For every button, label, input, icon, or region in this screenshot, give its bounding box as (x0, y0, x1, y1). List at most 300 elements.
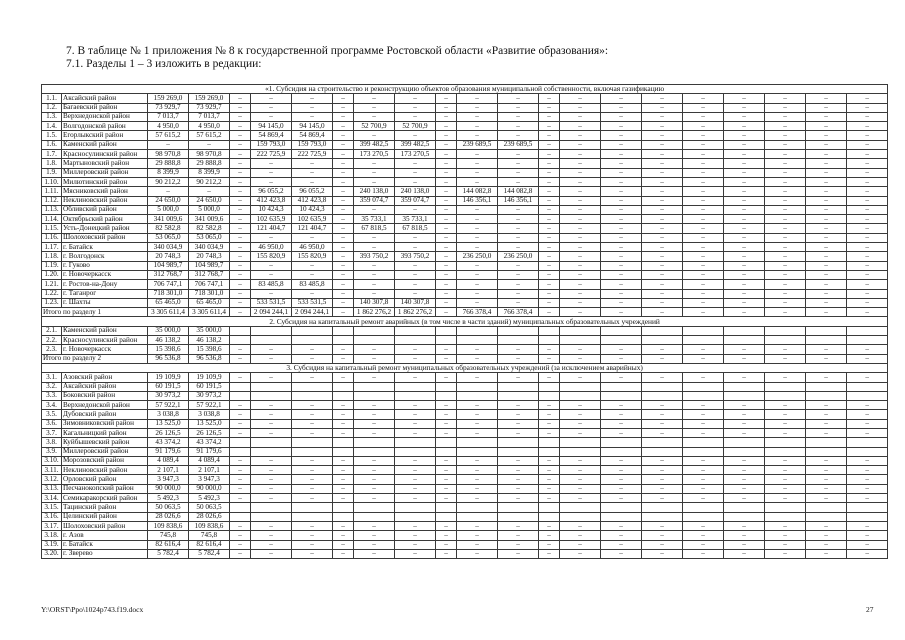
value-cell: 222 725,9 (251, 150, 292, 159)
value-cell: – (498, 159, 539, 168)
municipality-name: Куйбышевский район (62, 438, 148, 447)
value-cell: – (436, 280, 457, 289)
value-cell: – (539, 466, 560, 475)
value-cell: – (724, 280, 765, 289)
value-cell: – (683, 177, 724, 186)
value-cell (847, 512, 888, 521)
row-number: 1.19. (42, 261, 62, 270)
value-cell: – (765, 233, 806, 242)
value-cell (847, 438, 888, 447)
value-cell: – (765, 531, 806, 540)
value-cell: – (601, 280, 642, 289)
value-cell: – (539, 401, 560, 410)
value-cell: – (683, 289, 724, 298)
value-cell: – (457, 215, 498, 224)
value-cell (457, 447, 498, 456)
value-cell: – (847, 484, 888, 493)
value-cell: 104 989,7 (148, 261, 189, 270)
value-cell: – (847, 140, 888, 149)
value-cell: – (847, 521, 888, 530)
value-cell: – (847, 94, 888, 103)
value-cell: – (765, 150, 806, 159)
value-cell: – (354, 103, 395, 112)
value-cell (601, 512, 642, 521)
value-cell: – (847, 252, 888, 261)
value-cell: – (601, 521, 642, 530)
value-cell: – (806, 521, 847, 530)
value-cell: – (601, 112, 642, 121)
value-cell: 341 009,6 (189, 215, 230, 224)
value-cell (333, 447, 354, 456)
value-cell (765, 382, 806, 391)
value-cell: – (683, 233, 724, 242)
table-row (42, 298, 888, 307)
value-cell: – (230, 187, 251, 196)
value-cell: 52 700,9 (354, 122, 395, 131)
value-cell: – (539, 419, 560, 428)
value-cell: – (724, 187, 765, 196)
value-cell: – (560, 531, 601, 540)
value-cell: – (765, 280, 806, 289)
value-cell: – (806, 122, 847, 131)
value-cell: – (230, 521, 251, 530)
municipality-name: Багаевский район (62, 103, 148, 112)
value-cell: – (498, 401, 539, 410)
value-cell: 399 482,5 (395, 140, 436, 149)
row-number: 2.2. (42, 336, 62, 345)
value-cell: – (847, 289, 888, 298)
value-cell: – (560, 540, 601, 549)
value-cell: – (436, 187, 457, 196)
subsidy-table (41, 84, 888, 559)
value-cell: 173 270,5 (395, 150, 436, 159)
value-cell: – (806, 150, 847, 159)
value-cell: – (436, 289, 457, 298)
municipality-name: Каменский район (62, 326, 148, 335)
value-cell: – (724, 224, 765, 233)
row-number: 1.12. (42, 196, 62, 205)
value-cell: – (230, 252, 251, 261)
value-cell: – (354, 428, 395, 437)
value-cell: 159 793,0 (292, 140, 333, 149)
value-cell (457, 326, 498, 335)
value-cell: 144 082,8 (498, 187, 539, 196)
value-cell (806, 391, 847, 400)
value-cell: 5 782,4 (148, 549, 189, 558)
value-cell: – (251, 168, 292, 177)
value-cell: 98 970,8 (189, 150, 230, 159)
value-cell: – (683, 475, 724, 484)
value-cell: – (560, 224, 601, 233)
value-cell: 57 615,2 (148, 131, 189, 140)
value-cell: – (806, 373, 847, 382)
row-number: 1.1. (42, 94, 62, 103)
value-cell: – (642, 373, 683, 382)
value-cell: 30 973,2 (148, 391, 189, 400)
value-cell: 28 026,6 (189, 512, 230, 521)
value-cell: – (457, 540, 498, 549)
value-cell: – (539, 168, 560, 177)
value-cell: – (230, 196, 251, 205)
value-cell: – (683, 243, 724, 252)
row-number: 3.19. (42, 540, 62, 549)
total-value-cell: – (230, 354, 251, 363)
value-cell: – (333, 270, 354, 279)
value-cell: – (539, 205, 560, 214)
value-cell: 3 038,8 (189, 410, 230, 419)
value-cell: – (354, 270, 395, 279)
value-cell (539, 382, 560, 391)
value-cell: – (560, 140, 601, 149)
value-cell: – (642, 280, 683, 289)
total-value-cell: 1 862 276,2 (354, 308, 395, 317)
value-cell: – (292, 401, 333, 410)
value-cell (292, 503, 333, 512)
value-cell: – (230, 233, 251, 242)
value-cell (683, 512, 724, 521)
value-cell: – (498, 261, 539, 270)
municipality-name: Песчанокопский район (62, 484, 148, 493)
value-cell (539, 512, 560, 521)
value-cell: – (683, 122, 724, 131)
value-cell: – (642, 484, 683, 493)
value-cell: 2 107,1 (189, 466, 230, 475)
value-cell: 94 145,0 (292, 122, 333, 131)
value-cell: – (724, 112, 765, 121)
value-cell (436, 382, 457, 391)
value-cell: – (642, 112, 683, 121)
municipality-name: г. Таганрог (62, 289, 148, 298)
value-cell (354, 391, 395, 400)
value-cell: – (539, 540, 560, 549)
value-cell: – (292, 531, 333, 540)
value-cell: – (436, 103, 457, 112)
value-cell: – (333, 187, 354, 196)
table-row (42, 270, 888, 279)
value-cell: – (395, 484, 436, 493)
value-cell: 341 009,6 (148, 215, 189, 224)
value-cell: – (333, 521, 354, 530)
value-cell: – (806, 215, 847, 224)
table-row (42, 336, 888, 345)
value-cell: – (498, 103, 539, 112)
value-cell: – (601, 484, 642, 493)
value-cell: – (601, 456, 642, 465)
value-cell: – (539, 373, 560, 382)
value-cell: – (230, 466, 251, 475)
total-value-cell: 1 862 276,2 (395, 308, 436, 317)
value-cell: 240 138,0 (354, 187, 395, 196)
value-cell (498, 438, 539, 447)
value-cell: – (395, 289, 436, 298)
value-cell: – (724, 159, 765, 168)
value-cell: – (765, 298, 806, 307)
value-cell: – (560, 196, 601, 205)
row-number: 2.3. (42, 345, 62, 354)
value-cell: 5 000,0 (189, 205, 230, 214)
municipality-name: г. Азов (62, 531, 148, 540)
value-cell: – (724, 131, 765, 140)
value-cell: 7 013,7 (189, 112, 230, 121)
value-cell: – (395, 373, 436, 382)
value-cell: – (292, 94, 333, 103)
value-cell: – (457, 456, 498, 465)
value-cell: – (333, 243, 354, 252)
row-number: 1.17. (42, 243, 62, 252)
total-value-cell: – (354, 354, 395, 363)
value-cell: 121 404,7 (251, 224, 292, 233)
value-cell: – (683, 494, 724, 503)
value-cell: – (230, 419, 251, 428)
value-cell: 4 950,0 (148, 122, 189, 131)
value-cell: 5 492,3 (189, 494, 230, 503)
value-cell (642, 391, 683, 400)
value-cell: – (642, 289, 683, 298)
value-cell: 20 748,3 (189, 252, 230, 261)
municipality-name: Каменский район (62, 140, 148, 149)
value-cell: – (724, 150, 765, 159)
value-cell: – (251, 94, 292, 103)
value-cell: – (230, 112, 251, 121)
value-cell (230, 447, 251, 456)
value-cell: – (847, 159, 888, 168)
value-cell: – (765, 224, 806, 233)
value-cell: – (601, 494, 642, 503)
total-value-cell: – (436, 308, 457, 317)
value-cell: – (436, 419, 457, 428)
total-value-cell: – (457, 354, 498, 363)
value-cell: – (683, 466, 724, 475)
value-cell: – (457, 373, 498, 382)
value-cell: – (560, 419, 601, 428)
value-cell: – (333, 103, 354, 112)
page-number: 27 (866, 605, 874, 614)
value-cell: – (642, 261, 683, 270)
municipality-name: Красносулинский район (62, 150, 148, 159)
value-cell: 4 089,4 (148, 456, 189, 465)
value-cell (457, 512, 498, 521)
value-cell: – (683, 94, 724, 103)
value-cell: – (683, 428, 724, 437)
value-cell: – (354, 280, 395, 289)
value-cell: 65 465,0 (148, 298, 189, 307)
municipality-name: г. Новочеркасск (62, 345, 148, 354)
value-cell: – (683, 549, 724, 558)
value-cell: – (724, 540, 765, 549)
value-cell: – (765, 540, 806, 549)
value-cell: – (436, 233, 457, 242)
value-cell: – (354, 373, 395, 382)
municipality-name: Октябрьский район (62, 215, 148, 224)
value-cell: – (395, 549, 436, 558)
value-cell: – (539, 252, 560, 261)
value-cell: – (560, 261, 601, 270)
municipality-name: Зимовниковский район (62, 419, 148, 428)
value-cell: – (806, 205, 847, 214)
value-cell: – (642, 159, 683, 168)
value-cell (806, 336, 847, 345)
value-cell: – (498, 131, 539, 140)
value-cell (395, 503, 436, 512)
total-value-cell: – (395, 354, 436, 363)
value-cell: – (333, 466, 354, 475)
value-cell (642, 382, 683, 391)
value-cell: – (724, 549, 765, 558)
value-cell (292, 336, 333, 345)
value-cell: – (333, 456, 354, 465)
value-cell: 46 138,2 (189, 336, 230, 345)
value-cell (230, 326, 251, 335)
value-cell: – (230, 373, 251, 382)
total-value-cell: – (642, 354, 683, 363)
value-cell: – (251, 494, 292, 503)
value-cell: – (539, 112, 560, 121)
value-cell: – (847, 233, 888, 242)
table-row (42, 382, 888, 391)
value-cell: – (457, 112, 498, 121)
value-cell: – (683, 168, 724, 177)
value-cell: – (395, 103, 436, 112)
row-number: 1.10. (42, 177, 62, 186)
value-cell: 28 026,6 (148, 512, 189, 521)
value-cell: – (436, 252, 457, 261)
value-cell: – (189, 140, 230, 149)
value-cell (847, 336, 888, 345)
value-cell: – (806, 270, 847, 279)
value-cell: – (395, 410, 436, 419)
row-number: 3.6. (42, 419, 62, 428)
value-cell (457, 503, 498, 512)
value-cell (436, 391, 457, 400)
value-cell: 5 000,0 (148, 205, 189, 214)
table-row (42, 289, 888, 298)
table-row (42, 475, 888, 484)
value-cell: 7 013,7 (148, 112, 189, 121)
value-cell (230, 438, 251, 447)
value-cell (395, 447, 436, 456)
value-cell: – (847, 410, 888, 419)
value-cell: 46 950,0 (251, 243, 292, 252)
value-cell: 312 768,7 (148, 270, 189, 279)
value-cell: – (251, 270, 292, 279)
value-cell: – (395, 475, 436, 484)
row-number: 1.3. (42, 112, 62, 121)
value-cell: 50 063,5 (148, 503, 189, 512)
value-cell: – (806, 261, 847, 270)
value-cell: – (642, 298, 683, 307)
value-cell: – (498, 233, 539, 242)
value-cell: – (498, 150, 539, 159)
value-cell: – (395, 233, 436, 242)
value-cell (436, 438, 457, 447)
value-cell: – (333, 475, 354, 484)
value-cell: – (847, 215, 888, 224)
value-cell: – (560, 494, 601, 503)
value-cell: – (395, 177, 436, 186)
value-cell: – (539, 345, 560, 354)
value-cell (498, 326, 539, 335)
value-cell: – (642, 243, 683, 252)
municipality-name: Волгодонской район (62, 122, 148, 131)
table-row (42, 521, 888, 530)
value-cell: – (230, 150, 251, 159)
value-cell: 533 531,5 (251, 298, 292, 307)
municipality-name: г. Новочеркасск (62, 270, 148, 279)
value-cell: – (333, 549, 354, 558)
value-cell (230, 336, 251, 345)
value-cell: – (765, 159, 806, 168)
municipality-name: Целинский район (62, 512, 148, 521)
value-cell (333, 326, 354, 335)
value-cell: – (436, 140, 457, 149)
value-cell: 340 034,9 (148, 243, 189, 252)
value-cell: 15 398,6 (189, 345, 230, 354)
total-value-cell: – (724, 354, 765, 363)
value-cell: – (724, 466, 765, 475)
total-value-cell: – (847, 308, 888, 317)
value-cell: – (498, 456, 539, 465)
value-cell: 19 109,9 (189, 373, 230, 382)
value-cell: – (333, 289, 354, 298)
value-cell: – (560, 345, 601, 354)
value-cell (436, 512, 457, 521)
value-cell: – (724, 428, 765, 437)
value-cell: 90 000,0 (148, 484, 189, 493)
value-cell: – (765, 494, 806, 503)
value-cell: – (292, 373, 333, 382)
value-cell: – (498, 540, 539, 549)
value-cell: – (354, 494, 395, 503)
value-cell: – (498, 205, 539, 214)
total-value-cell: – (806, 354, 847, 363)
row-number: 1.13. (42, 205, 62, 214)
value-cell: – (457, 401, 498, 410)
value-cell: 393 750,2 (395, 252, 436, 261)
value-cell: – (498, 531, 539, 540)
value-cell: 73 929,7 (148, 103, 189, 112)
value-cell: – (806, 419, 847, 428)
value-cell: – (765, 196, 806, 205)
value-cell (765, 512, 806, 521)
value-cell: – (683, 261, 724, 270)
value-cell: – (436, 540, 457, 549)
value-cell: – (333, 345, 354, 354)
value-cell: – (642, 224, 683, 233)
table-row (42, 466, 888, 475)
value-cell (354, 336, 395, 345)
value-cell: – (683, 112, 724, 121)
table-row (42, 410, 888, 419)
value-cell: – (601, 131, 642, 140)
value-cell: – (806, 289, 847, 298)
value-cell: – (539, 475, 560, 484)
value-cell: – (765, 140, 806, 149)
municipality-name: Тацинский район (62, 503, 148, 512)
value-cell: – (560, 252, 601, 261)
value-cell: – (683, 131, 724, 140)
value-cell: – (436, 466, 457, 475)
value-cell: – (560, 484, 601, 493)
value-cell: – (724, 521, 765, 530)
value-cell: – (765, 187, 806, 196)
value-cell: – (333, 177, 354, 186)
municipality-name: Орловский район (62, 475, 148, 484)
value-cell (601, 447, 642, 456)
value-cell: 91 179,6 (148, 447, 189, 456)
value-cell: 359 074,7 (354, 196, 395, 205)
table-row (42, 168, 888, 177)
municipality-name: Кагальницкий район (62, 428, 148, 437)
